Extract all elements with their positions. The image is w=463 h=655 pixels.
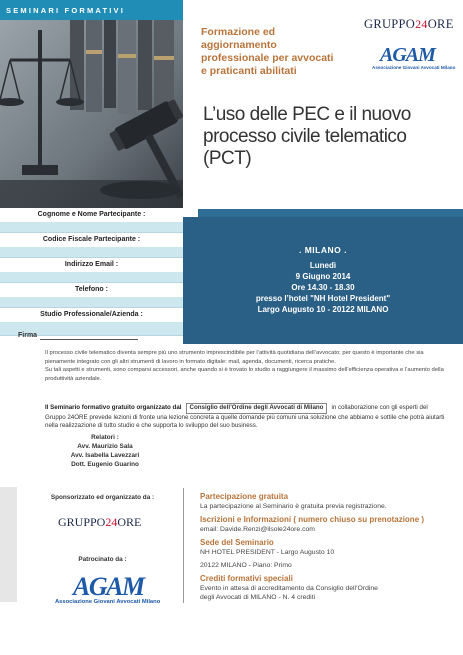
relatori-list bbox=[50, 433, 160, 469]
event-day: Lunedì bbox=[309, 261, 337, 270]
column-divider bbox=[183, 488, 184, 603]
nome-input[interactable] bbox=[0, 222, 183, 233]
subtitle-line: Formazione ed aggiornamento bbox=[201, 26, 277, 51]
agam-logo bbox=[372, 44, 456, 70]
seminar-body: in collaborazione con gli esperti del Gruppo 24ORE prevede lezioni di fronte una lezione concreta a quelle domande più comuni una soluzione che abbiamo e sottile che potrà aiutarti nella realizzazione di tutto studio e che supporta lo sviluppo del suo business. bbox=[45, 404, 445, 430]
intro-paragraph: Su tali aspetti e strumenti, sono comparsi accessori, anche quando si è trovato lo studio a raggiungere il massimo dell’efficienza operativa e l’aumento della produttività aziendale. bbox=[45, 367, 444, 382]
gruppo-24ore-logo-bottom bbox=[58, 515, 141, 530]
relatore-name: Avv. Maurizio Sala bbox=[77, 443, 133, 450]
detail-sede bbox=[200, 538, 455, 570]
hero-image-block bbox=[0, 0, 183, 208]
firma-signature-line[interactable] bbox=[40, 339, 138, 340]
event-time: Ore 14.30 - 18.30 bbox=[291, 283, 355, 292]
detail-text: La partecipazione al Seminario è gratuita previa registrazione. bbox=[200, 503, 387, 510]
logo-text: GRUPPO bbox=[58, 515, 106, 529]
page-title bbox=[203, 104, 453, 170]
detail-text: degli Avvocati di MILANO - N. 4 crediti bbox=[200, 594, 316, 601]
registration-form bbox=[0, 208, 183, 336]
seminar-intro: Il Seminario formativo gratuito organizzato dal bbox=[45, 404, 182, 411]
agam-caption: Associazione Giovani Avvocati Milano bbox=[372, 65, 456, 70]
detail-partecipazione bbox=[200, 492, 455, 511]
title-line: (PCT) bbox=[203, 148, 252, 169]
subtitle-line: e praticanti abilitati bbox=[201, 65, 297, 77]
detail-heading: Partecipazione gratuita bbox=[200, 492, 289, 501]
agam-mark: AGAM bbox=[73, 572, 144, 601]
firma-label: Firma bbox=[18, 332, 38, 339]
left-gray-bar bbox=[0, 487, 17, 602]
detail-iscrizioni bbox=[200, 515, 455, 534]
email-link[interactable]: email: Davide.Renzi@ilsole24ore.com bbox=[200, 526, 315, 533]
event-venue: presso l’hotel "NH Hotel President" bbox=[255, 294, 391, 303]
form-field-telefono bbox=[0, 283, 183, 308]
form-field-codice-fiscale bbox=[0, 233, 183, 258]
logo-number: 24 bbox=[415, 17, 428, 31]
field-label: Cognome e Nome Partecipante : bbox=[0, 208, 183, 222]
form-field-email bbox=[0, 258, 183, 283]
field-label: Indirizzo Email : bbox=[0, 258, 183, 272]
field-label: Telefono : bbox=[0, 283, 183, 297]
detail-text: NH HOTEL PRESIDENT - Largo Augusto 10 bbox=[200, 549, 335, 556]
patrocinio-label: Patrocinato da : bbox=[78, 556, 127, 563]
relatori-title: Relatori : bbox=[91, 434, 119, 441]
gavel-law-books-photo bbox=[0, 20, 183, 208]
email-input[interactable] bbox=[0, 272, 183, 283]
relatore-name: Dott. Eugenio Guarino bbox=[71, 461, 139, 468]
event-info-block bbox=[183, 217, 463, 344]
logo-ore: ORE bbox=[117, 515, 142, 529]
info-stripe bbox=[198, 209, 463, 217]
detail-crediti bbox=[200, 574, 455, 602]
subtitle-line: professionale per avvocati bbox=[201, 52, 334, 64]
agam-logo-bottom bbox=[55, 572, 165, 605]
seminar-description bbox=[45, 403, 447, 431]
telefono-input[interactable] bbox=[0, 297, 183, 308]
form-field-nome bbox=[0, 208, 183, 233]
detail-heading: Iscrizioni e Informazioni ( numero chiuso su prenotazione ) bbox=[200, 515, 425, 524]
intro-text bbox=[45, 349, 447, 383]
detail-text: Evento in attesa di accreditamento da Consiglio dell’Ordine bbox=[200, 585, 378, 592]
field-label: Codice Fiscale Partecipante : bbox=[0, 233, 183, 247]
gruppo-24ore-logo bbox=[364, 17, 454, 32]
detail-text: 20122 MILANO - Piano: Primo bbox=[200, 562, 292, 569]
field-label: Studio Professionale/Azienda : bbox=[0, 308, 183, 322]
sponsor-label: Sponsorizzato ed organizzato da : bbox=[50, 494, 155, 501]
agam-caption: Associazione Giovani Avvocati Milano bbox=[55, 599, 161, 605]
logo-ore: ORE bbox=[427, 17, 454, 31]
relatore-name: Avv. Isabella Lavezzari bbox=[70, 452, 140, 459]
event-details bbox=[200, 492, 455, 606]
detail-heading: Sede del Seminario bbox=[200, 538, 274, 547]
detail-heading: Crediti formativi speciali bbox=[200, 574, 293, 583]
event-city: . MILANO . bbox=[299, 245, 347, 255]
event-date: 9 Giugno 2014 bbox=[295, 272, 351, 281]
header-subtitle bbox=[201, 26, 351, 78]
seminari-band: SEMINARI FORMATIVI bbox=[0, 0, 183, 20]
agam-mark: AGAM bbox=[380, 44, 435, 66]
logo-text: GRUPPO bbox=[364, 17, 416, 31]
intro-paragraph: Il processo civile telematico diventa sempre più uno strumento imprescindibile per l’attività quotidiana dell’avvocato; per questo è importante che sia pienamente integrato con gli altri strumenti di lavoro in formato digitale: mail, agenda, documenti, ricerca pratiche. bbox=[45, 350, 424, 365]
event-address: Largo Augusto 10 - 20122 MILANO bbox=[257, 305, 389, 314]
logo-number: 24 bbox=[105, 515, 118, 529]
title-line: processo civile telematico bbox=[203, 126, 407, 147]
council-name: Consiglio dell’Ordine degli Avvocati di Milano bbox=[186, 403, 328, 414]
codice-fiscale-input[interactable] bbox=[0, 247, 183, 258]
title-line: L’uso delle PEC e il nuovo bbox=[203, 104, 411, 125]
